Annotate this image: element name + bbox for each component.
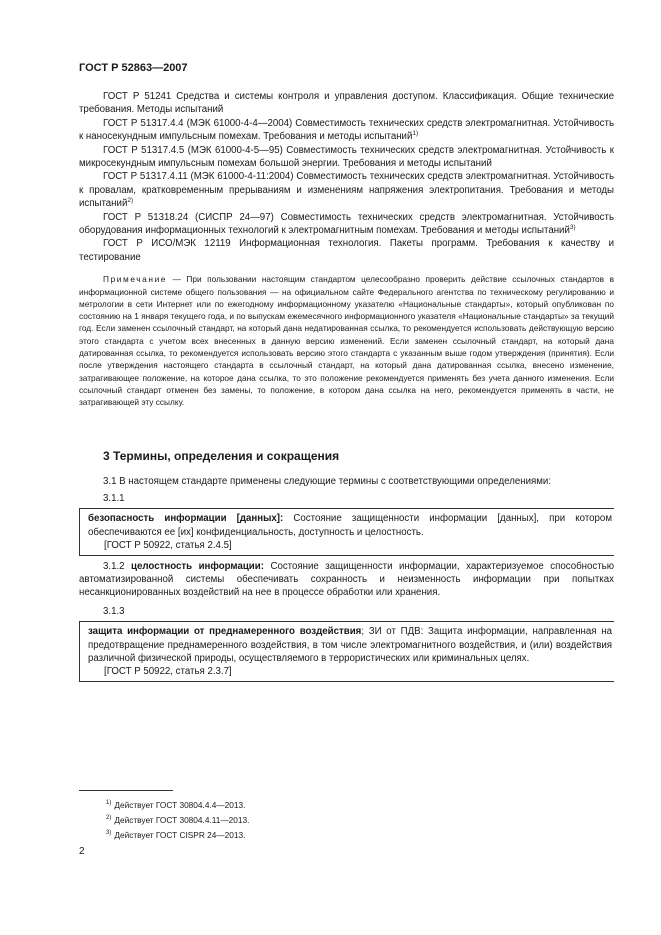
- footnote-divider: [79, 790, 173, 791]
- note-label: Примечание: [103, 274, 168, 285]
- footnote-marker: 2): [127, 197, 134, 205]
- note-text: — При пользовании настоящим стандартом целесообразно проверить действие ссылочных стандартов в информационной системе общего пользования — на официальном сайте Федерального агентства по техническому регулированию и метрологии в сети Интернет или по ежегодному информационному указателю «Национальные стандарты», который опубликован по состоянию на 1 января текущего года, и по выпускам ежемесячного информационного указателя «Национальные стандарты» за текущий год. Если заменен ссылочный стандарт, на который дана недатированная ссылка, то рекомендуется использовать действующую версию этого стандарта с учетом всех внесенных в данную версию изменений. Если заменен ссылочный стандарт, на который дана датированная ссылка, то рекомендуется использовать версию этого стандарта с указанным выше годом утверждения (принятия). Если после утверждения настоящего стандарта в ссылочный стандарт, на который дана датированная ссылка, внесено изменение, затрагивающее положение, на которое дана ссылка, то это положение рекомендуется применять без учета данного изменения. Если ссылочный стандарт отменен без замены, то положение, в котором дана ссылка на него, рекомендуется применять в части, не затрагивающей эту ссылку.: [79, 274, 614, 408]
- page-content: [79, 90, 614, 682]
- normative-reference: ГОСТ Р 51317.4.4 (МЭК 61000-4-4—2004) Совместимость технических средств электромагнитная. Устойчивость к наносекундным импульсным помехам. Требования и методы испытаний$^{1)}$: [79, 117, 614, 143]
- normative-reference: ГОСТ Р 51318.24 (СИСПР 24—97) Совместимость технических средств электромагнитная. Устойчивость оборудования информационных технологий к электромагнитным помехам. Требования и методы испытаний$^{3)}$: [79, 211, 614, 237]
- footnote: $^{1)}$ Действует ГОСТ 30804.4.4—2013.: [106, 800, 246, 810]
- term-number: 3.1.3: [103, 605, 125, 617]
- section-intro: 3.1 В настоящем стандарте применены следующие термины с соответствующими определениями:: [103, 475, 552, 487]
- normative-reference: ГОСТ Р 51317.4.11 (МЭК 61000-4-11:2004) Совместимость технических средств электромагнитная. Устойчивость к провалам, кратковременным прерываниям и изменениям напряжения электропитания. Требования и методы испытаний$^{2)}$: [79, 171, 614, 210]
- term-box: [79, 508, 614, 555]
- normative-reference: ГОСТ Р 51241 Средства и системы контроля и управления доступом. Классификация. Общие технические требования. Методы испытаний: [79, 91, 614, 116]
- term-definition: Защита информации, направленная на предотвращение преднамеренного воздействия, в том числе электромагнитного воздействия, и (или) воздействия различной физической природы, осуществляемого в террористических или криминальных целях.: [88, 626, 612, 665]
- normative-reference: ГОСТ Р ИСО/МЭК 12119 Информационная технология. Пакеты программ. Требования к качеству и тестирование: [79, 238, 614, 263]
- term-box: [79, 621, 614, 682]
- footnotes: [106, 798, 249, 843]
- term-number: 3.1.1: [103, 492, 125, 504]
- footnote: $^{2)}$ Действует ГОСТ 30804.4.11—2013.: [106, 815, 250, 825]
- term-abbreviation: ; ЗИ от ПДВ:: [361, 626, 424, 638]
- term-title: защита информации от преднамеренного воздействия: [88, 626, 362, 638]
- normative-reference: ГОСТ Р 51317.4.5 (МЭК 61000-4-5—95) Совместимость технических средств электромагнитная. Устойчивость к микросекундным импульсным помехам большой энергии. Требования и методы испытаний: [79, 144, 614, 170]
- footnote-marker: 3): [569, 223, 576, 231]
- term-title: безопасность информации [данных]:: [88, 513, 284, 525]
- page-number: 2: [79, 846, 85, 857]
- section-title: 3 Термины, определения и сокращения: [103, 448, 340, 463]
- footnote: $^{3)}$ Действует ГОСТ CISPR 24—2013.: [106, 830, 246, 840]
- term-definition: Состояние защищенности информации, характеризуемое способностью автоматизированной системы обеспечивать сохранность и неизменность информации при попытках несанкционированных воздействий на нее в процессе обработки или хранения.: [79, 560, 614, 599]
- footnote-marker: 1): [412, 129, 419, 137]
- term-source: [ГОСТ Р 50922, статья 2.3.7]: [104, 666, 232, 678]
- note: [79, 273, 614, 408]
- term-title: целостность информации:: [131, 560, 264, 572]
- term-source: [ГОСТ Р 50922, статья 2.4.5]: [104, 540, 232, 552]
- term-entry: [79, 560, 614, 600]
- term-definition: Состояние защищенности информации [данных], при котором обеспечиваются ее [их] конфиденциальность, доступность и целостность.: [88, 513, 612, 538]
- page-header: ГОСТ Р 52863—2007: [79, 62, 188, 74]
- term-number: 3.1.2: [103, 560, 125, 572]
